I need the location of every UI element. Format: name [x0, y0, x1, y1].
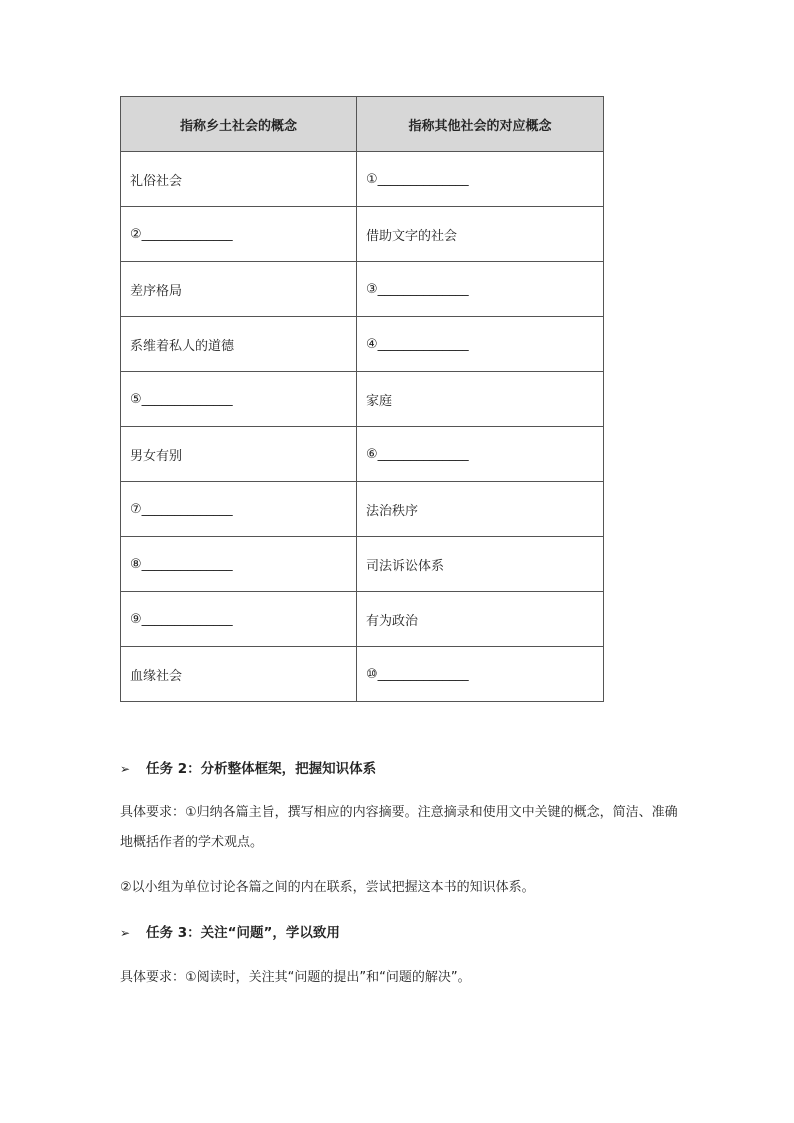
- arrow-bullet-icon: ➢: [120, 926, 131, 940]
- task2-requirements-2: [120, 873, 680, 903]
- task2-heading-text: 任务 2：分析整体框架，把握知识体系: [146, 761, 377, 777]
- task3-requirement-1: 具体要求：①阅读时，关注其“问题的提出”和“问题的解决”。: [120, 970, 471, 985]
- task3-requirements: [120, 963, 680, 993]
- header-rural-concepts: 指称乡土社会的概念: [121, 97, 357, 152]
- table-cell: ⑤______________: [121, 372, 357, 427]
- table-cell: ⑥______________: [357, 427, 604, 482]
- table-row: [121, 262, 604, 317]
- table-row: [121, 152, 604, 207]
- arrow-bullet-icon: ➢: [120, 762, 131, 776]
- table-cell: 系维着私人的道德: [121, 317, 357, 372]
- header-other-concepts: 指称其他社会的对应概念: [357, 97, 604, 152]
- table-cell: ④______________: [357, 317, 604, 372]
- table-cell: 法治秩序: [357, 482, 604, 537]
- concept-comparison-table: [120, 96, 604, 702]
- table-cell: ⑦______________: [121, 482, 357, 537]
- task2-requirement-1: 具体要求：①归纳各篇主旨，撰写相应的内容摘要。注意摘录和使用文中关键的概念，简洁、准确地概括作者的学术观点。: [120, 805, 678, 850]
- table-cell: ③______________: [357, 262, 604, 317]
- task2-requirements: [120, 798, 680, 858]
- table-cell: 礼俗社会: [121, 152, 357, 207]
- table-row: [121, 427, 604, 482]
- table-header-row: [121, 97, 604, 152]
- table-row: [121, 647, 604, 702]
- table-cell: ①______________: [357, 152, 604, 207]
- table-cell: 司法诉讼体系: [357, 537, 604, 592]
- table-cell: ⑧______________: [121, 537, 357, 592]
- table-cell: 男女有别: [121, 427, 357, 482]
- table-cell: 借助文字的社会: [357, 207, 604, 262]
- table-cell: 有为政治: [357, 592, 604, 647]
- table-cell: ②______________: [121, 207, 357, 262]
- task3-heading: [120, 918, 680, 948]
- table-row: [121, 317, 604, 372]
- task2-heading: [120, 754, 680, 784]
- table-cell: 差序格局: [121, 262, 357, 317]
- task2-requirement-2: ②以小组为单位讨论各篇之间的内在联系，尝试把握这本书的知识体系。: [120, 880, 535, 895]
- table-row: [121, 482, 604, 537]
- table-row: [121, 372, 604, 427]
- table-cell: 家庭: [357, 372, 604, 427]
- table-cell: ⑨______________: [121, 592, 357, 647]
- table-row: [121, 207, 604, 262]
- table-cell: ⑩______________: [357, 647, 604, 702]
- task3-heading-text: 任务 3：关注“问题”，学以致用: [146, 925, 340, 941]
- table-cell: 血缘社会: [121, 647, 357, 702]
- task2-section: [120, 754, 680, 784]
- table-row: [121, 592, 604, 647]
- task3-section: [120, 918, 680, 948]
- table-row: [121, 537, 604, 592]
